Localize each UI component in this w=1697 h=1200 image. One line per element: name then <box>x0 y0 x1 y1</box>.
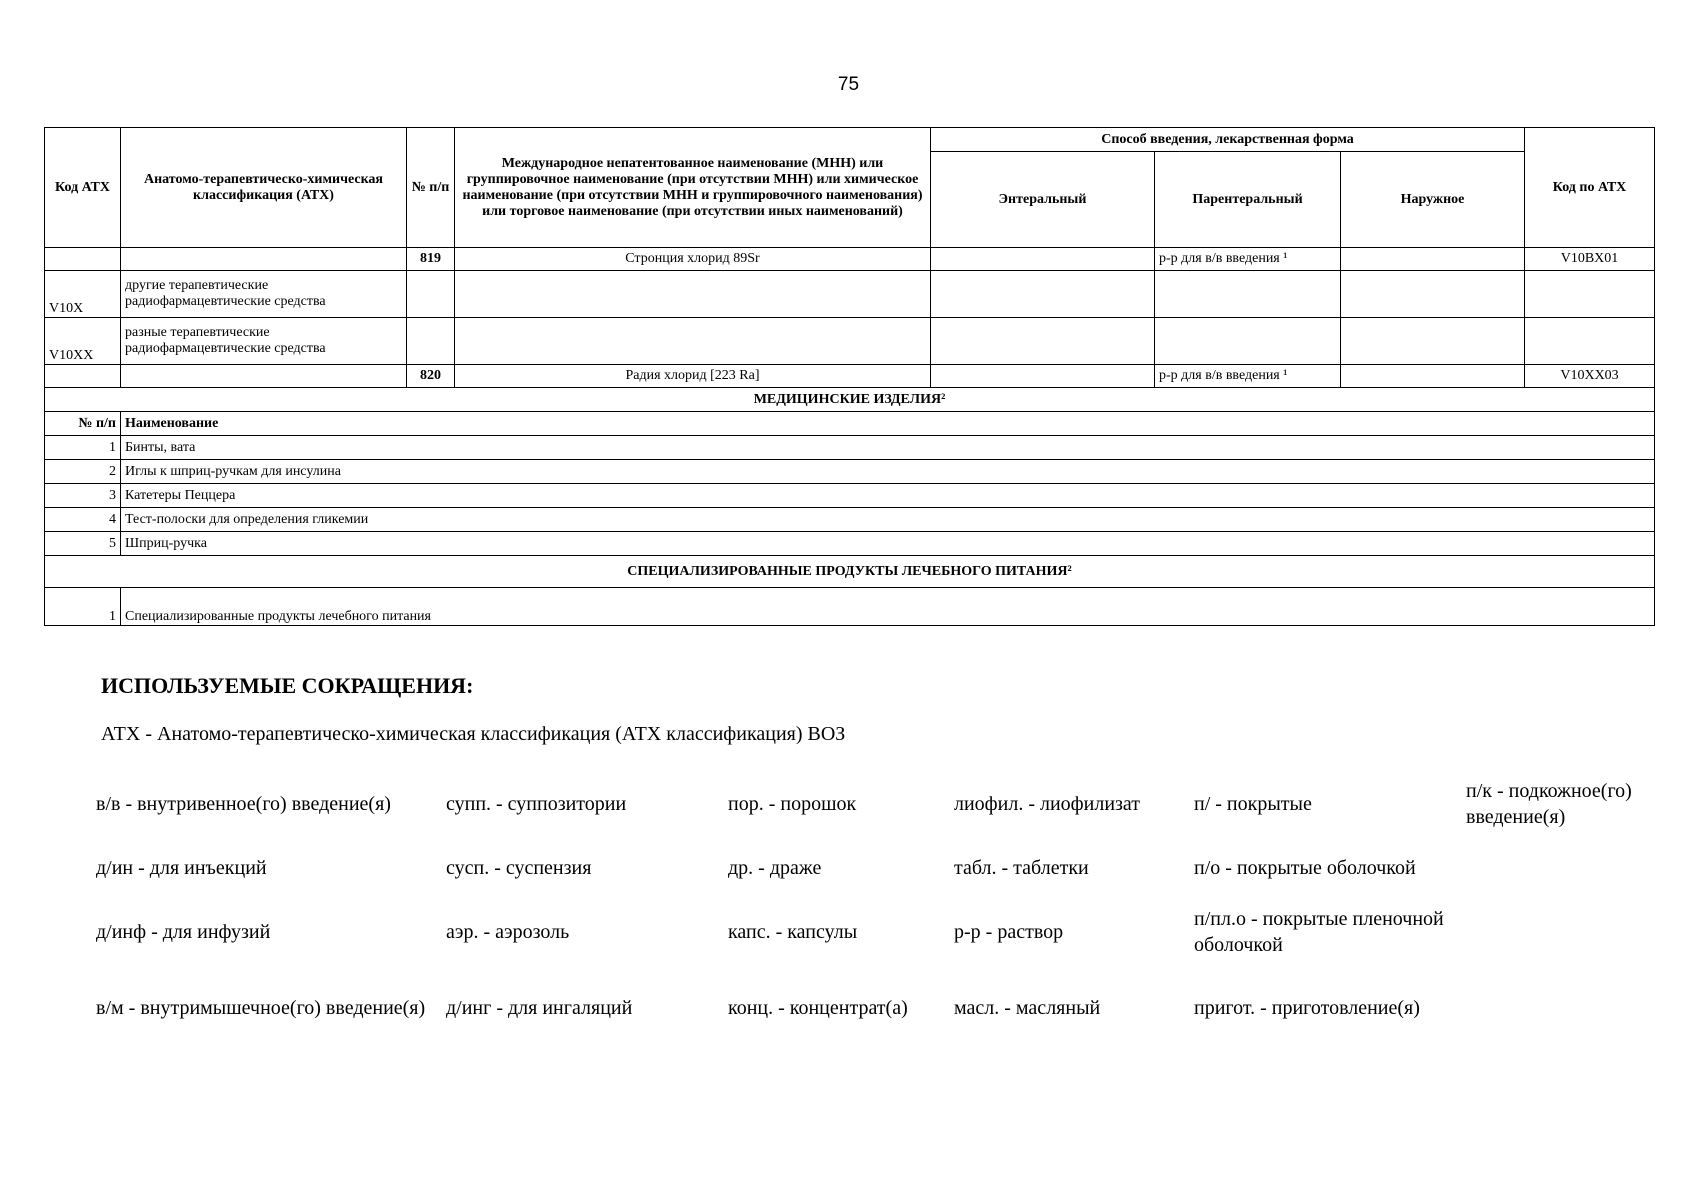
header-enteral: Энтеральный <box>931 152 1155 248</box>
abbreviation-item: д/инф - для инфузий <box>96 921 271 943</box>
abbreviation-item: д/инг - для ингаляций <box>446 997 633 1019</box>
cell-external <box>1341 271 1525 318</box>
item-name: Специализированные продукты лечебного питания <box>121 588 1655 626</box>
subheader-row <box>45 412 1655 436</box>
subheader-num: № п/п <box>45 412 121 436</box>
header-atx-code-by: Код по АТХ <box>1525 128 1655 248</box>
cell-external <box>1341 365 1525 388</box>
abbreviation-item <box>1466 964 1641 1052</box>
cell-class: разные терапевтические радиофармацевтические средства <box>121 318 407 365</box>
abbreviation-item <box>1466 900 1641 964</box>
abbreviation-item: сусп. - суспензия <box>446 857 592 879</box>
cell-class <box>121 248 407 271</box>
item-num: 3 <box>45 484 121 508</box>
header-external: Наружное <box>1341 152 1525 248</box>
item-num: 5 <box>45 532 121 556</box>
cell-num <box>407 318 455 365</box>
page-number: 75 <box>837 74 860 95</box>
list-item <box>45 508 1655 532</box>
cell-name: Радия хлорид [223 Ra] <box>455 365 931 388</box>
section-title-nutrition: СПЕЦИАЛИЗИРОВАННЫЕ ПРОДУКТЫ ЛЕЧЕБНОГО ПИТАНИЯ² <box>45 556 1655 588</box>
abbreviation-item: п/о - покрытые оболочкой <box>1194 857 1416 879</box>
item-num: 2 <box>45 460 121 484</box>
table-row <box>45 318 1655 365</box>
cell-code: V10XX <box>45 318 121 365</box>
header-atx-classification: Анатомо-терапевтическо-химическая классификация (АТХ) <box>121 128 407 248</box>
abbreviation-item: в/м - внутримышечное(го) введение(я) <box>96 997 426 1019</box>
cell-external <box>1341 248 1525 271</box>
cell-atx <box>1525 271 1655 318</box>
header-parenteral: Парентеральный <box>1155 152 1341 248</box>
section-row <box>45 388 1655 412</box>
abbreviation-item: п/пл.о - покрытые пленочной оболочкой <box>1194 908 1444 956</box>
drug-table <box>44 127 1655 626</box>
cell-class <box>121 365 407 388</box>
item-name: Бинты, вата <box>121 436 1655 460</box>
abbreviation-item: р-р - раствор <box>954 921 1064 943</box>
item-name: Тест-полоски для определения гликемии <box>121 508 1655 532</box>
table-row <box>45 248 1655 271</box>
cell-class: другие терапевтические радиофармацевтические средства <box>121 271 407 318</box>
section-title-devices: МЕДИЦИНСКИЕ ИЗДЕЛИЯ² <box>45 388 1655 412</box>
cell-code <box>45 248 121 271</box>
cell-code: V10X <box>45 271 121 318</box>
cell-atx: V10BX01 <box>1525 248 1655 271</box>
cell-code <box>45 365 121 388</box>
abbreviation-item: д/ин - для инъекций <box>96 857 267 879</box>
abbreviation-item: масл. - масляный <box>954 997 1101 1019</box>
cell-atx: V10XX03 <box>1525 365 1655 388</box>
cell-name <box>455 318 931 365</box>
abbreviation-item: пор. - порошок <box>728 793 857 815</box>
item-name: Катетеры Пеццера <box>121 484 1655 508</box>
abbreviation-atx: АТХ - Анатомо-терапевтическо-химическая классификация (АТХ классификация) ВОЗ <box>101 723 846 745</box>
abbreviation-item: в/в - внутривенное(го) введение(я) <box>96 793 391 815</box>
cell-num: 819 <box>407 248 455 271</box>
cell-external <box>1341 318 1525 365</box>
subheader-name: Наименование <box>121 412 1655 436</box>
cell-enteral <box>931 248 1155 271</box>
header-number: № п/п <box>407 128 455 248</box>
abbreviation-item: супп. - суппозитории <box>446 793 627 815</box>
list-item <box>45 484 1655 508</box>
item-name: Иглы к шприц-ручкам для инсулина <box>121 460 1655 484</box>
cell-enteral <box>931 318 1155 365</box>
cell-name <box>455 271 931 318</box>
abbreviations-title: ИСПОЛЬЗУЕМЫЕ СОКРАЩЕНИЯ: <box>101 673 474 698</box>
abbreviation-item: конц. - концентрат(а) <box>728 997 908 1019</box>
list-item <box>45 588 1655 626</box>
cell-parenteral <box>1155 271 1341 318</box>
cell-enteral <box>931 271 1155 318</box>
cell-parenteral <box>1155 318 1341 365</box>
list-item <box>45 532 1655 556</box>
header-atx-code: Код АТХ <box>45 128 121 248</box>
table-row <box>45 365 1655 388</box>
cell-parenteral: р-р для в/в введения ¹ <box>1155 248 1341 271</box>
cell-num <box>407 271 455 318</box>
abbreviations-grid <box>96 772 1641 1052</box>
abbreviation-item: лиофил. - лиофилизат <box>954 793 1141 815</box>
cell-parenteral: р-р для в/в введения ¹ <box>1155 365 1341 388</box>
list-item <box>45 436 1655 460</box>
cell-atx <box>1525 318 1655 365</box>
abbreviation-item: табл. - таблетки <box>954 857 1089 879</box>
cell-enteral <box>931 365 1155 388</box>
header-inn-name: Международное непатентованное наименование (МНН) или группировочное наименование (при отсутствии МНН) или химическое наименование (при отсутствии МНН и группировочного наименования) или торговое наименование (при отсутствии иных наименований) <box>455 128 931 248</box>
abbreviation-item: пригот. - приготовление(я) <box>1194 997 1420 1019</box>
item-num: 4 <box>45 508 121 532</box>
cell-num: 820 <box>407 365 455 388</box>
item-num: 1 <box>45 588 121 626</box>
abbreviation-item: аэр. - аэрозоль <box>446 921 570 943</box>
abbreviation-item <box>1466 836 1641 900</box>
abbreviation-item: п/ - покрытые <box>1194 793 1312 815</box>
abbreviation-item: п/к - подкожное(го) введение(я) <box>1466 780 1632 828</box>
abbreviation-item: капс. - капсулы <box>728 921 858 943</box>
item-name: Шприц-ручка <box>121 532 1655 556</box>
header-route-group: Способ введения, лекарственная форма <box>931 128 1525 152</box>
cell-name: Стронция хлорид 89Sr <box>455 248 931 271</box>
table-row <box>45 271 1655 318</box>
item-num: 1 <box>45 436 121 460</box>
list-item <box>45 460 1655 484</box>
section-row <box>45 556 1655 588</box>
abbreviation-item: др. - драже <box>728 857 822 879</box>
